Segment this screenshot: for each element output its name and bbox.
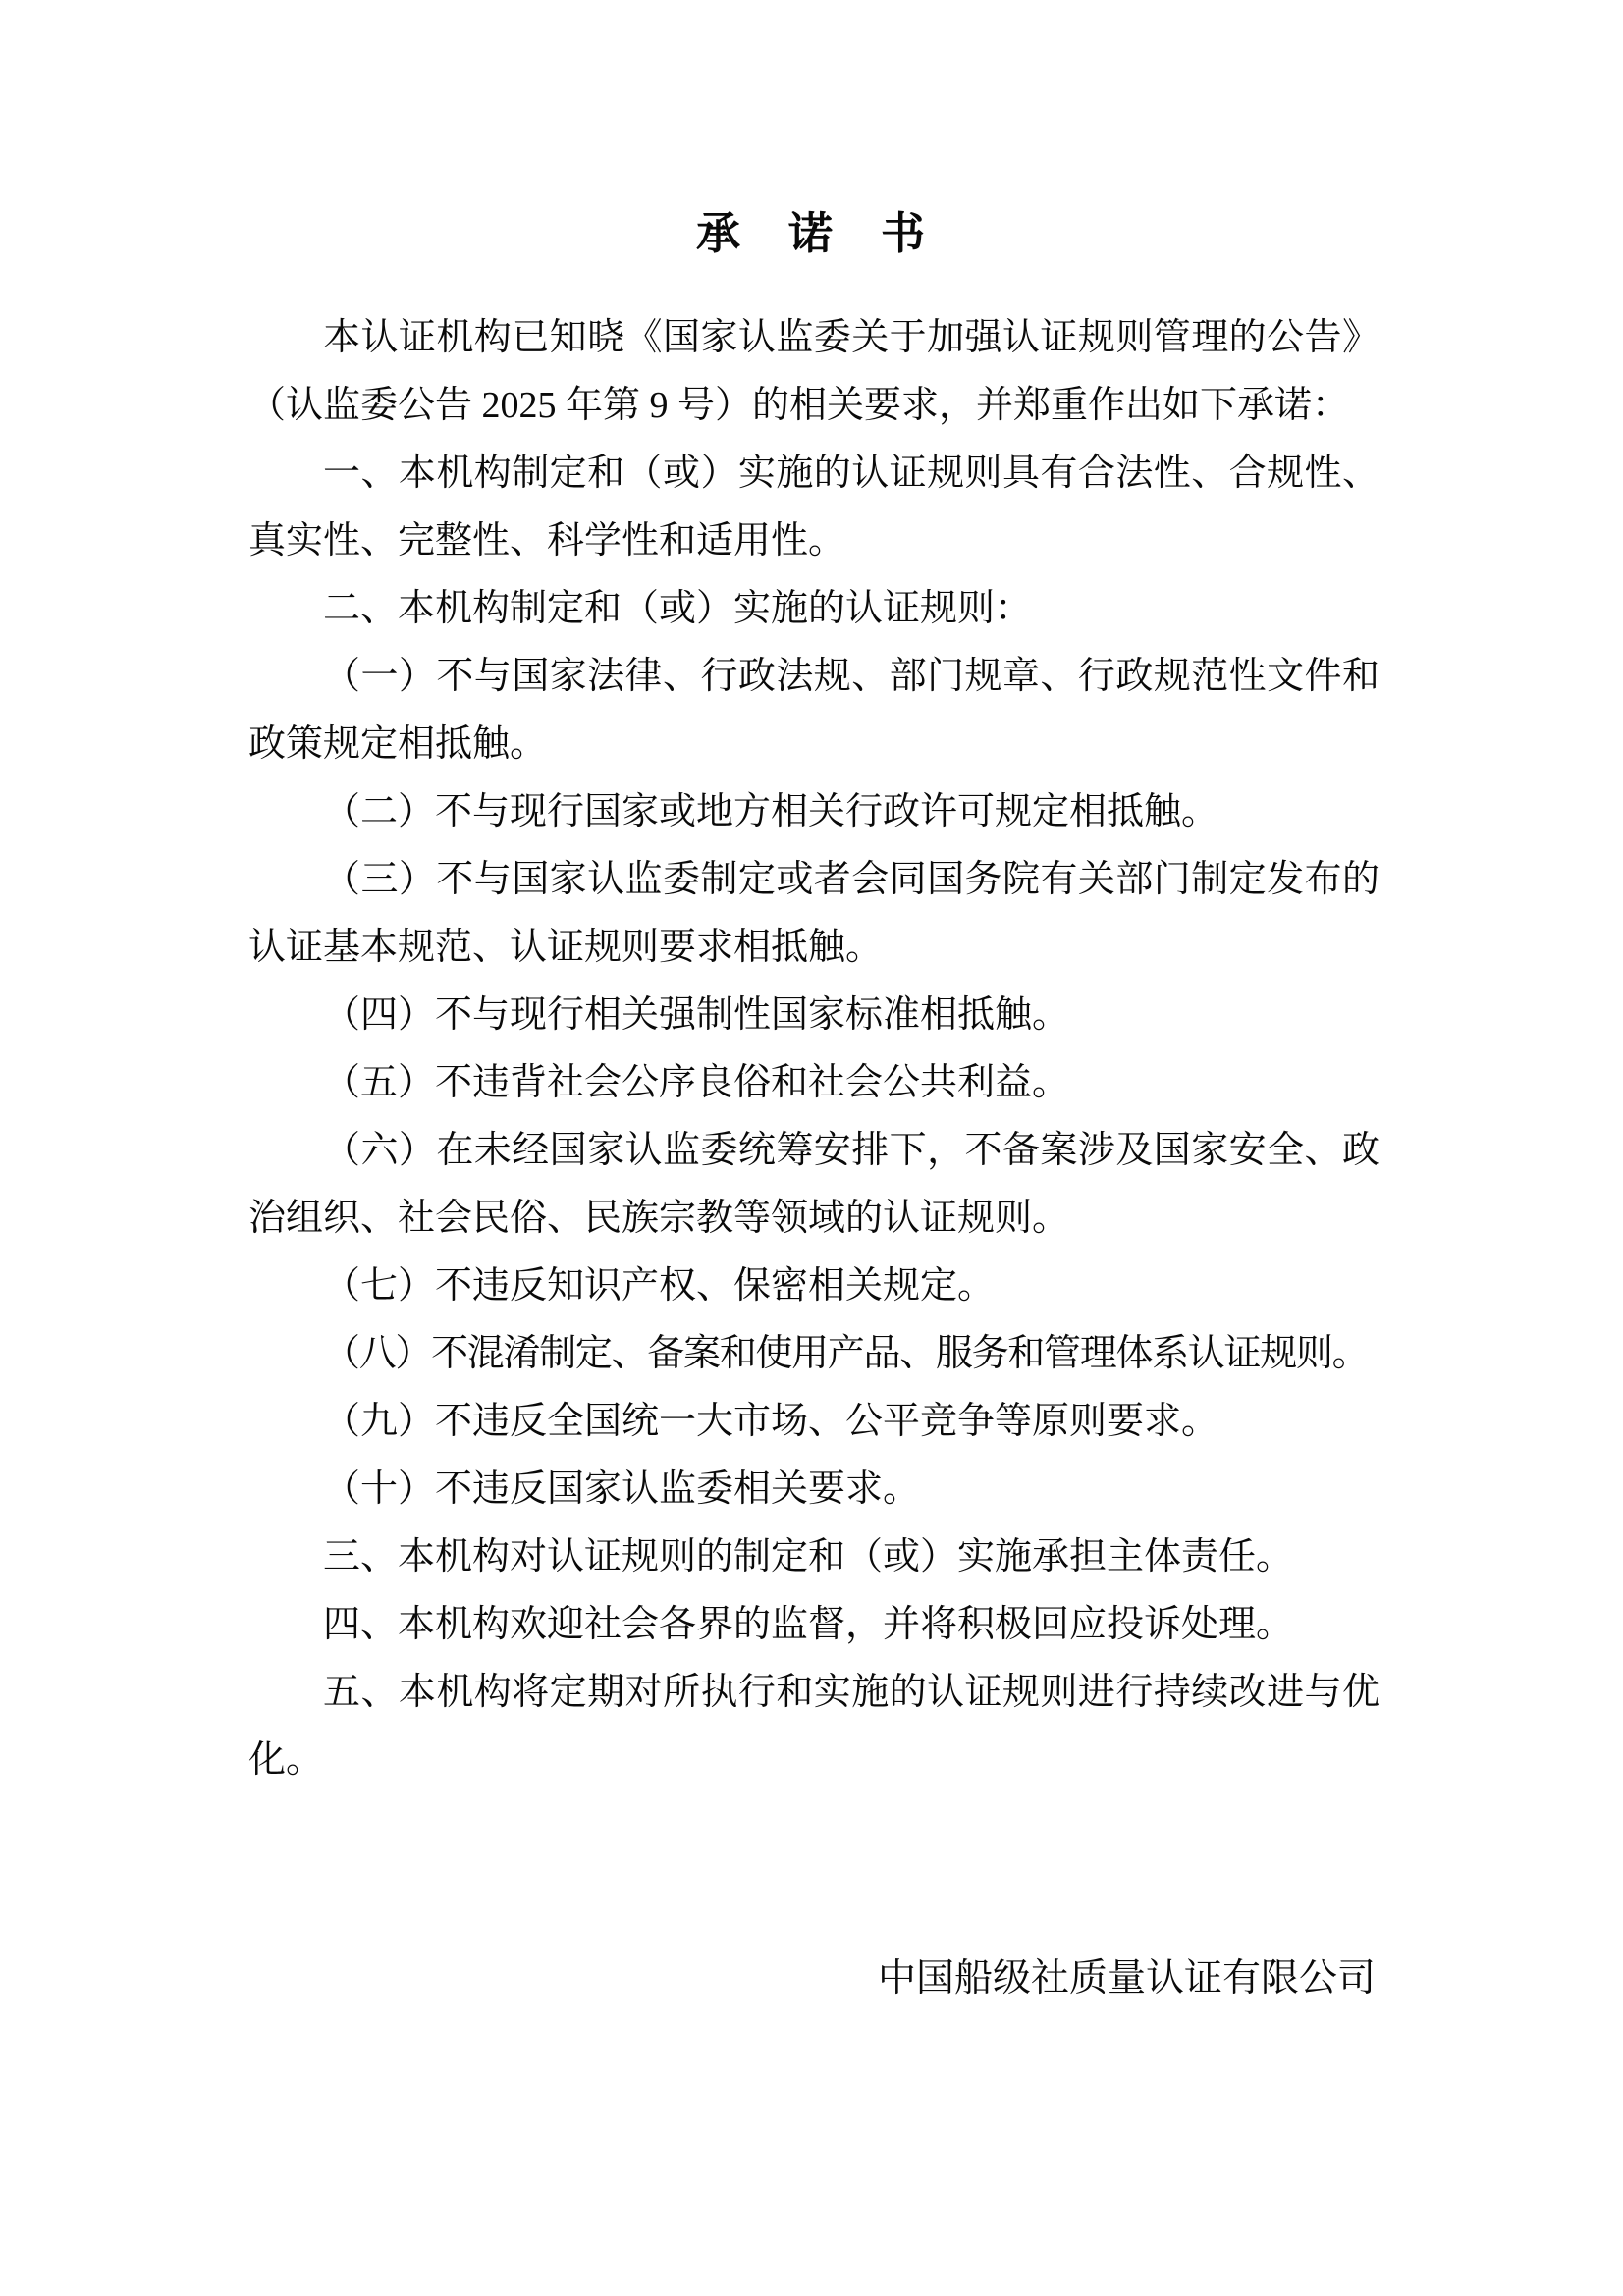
para-clause-2-item-10: （十）不违反国家认监委相关要求。 — [323, 1468, 921, 1510]
para-clause-2-item-6: （六）在未经国家认监委统筹安排下，不备案涉及国家安全、政治组织、社会民俗、民族宗教等领域的认证规则。 — [248, 1130, 1380, 1239]
signature-company-name: 中国船级社质量认证有限公司 — [877, 1957, 1376, 2000]
para-clause-2-item-9: （九）不违反全国统一大市场、公平竞争等原则要求。 — [323, 1401, 1219, 1442]
para-clause-2-item-8: （八）不混淆制定、备案和使用产品、服务和管理体系认证规则。 — [323, 1333, 1369, 1374]
document-title: 承 诺 书 — [695, 209, 927, 258]
para-clause-2-item-1: （一）不与国家法律、行政法规、部门规章、行政规范性文件和政策规定相抵触。 — [248, 656, 1380, 765]
para-clause-4: 四、本机构欢迎社会各界的监督，并将积极回应投诉处理。 — [323, 1604, 1294, 1645]
para-clause-1: 一、本机构制定和（或）实施的认证规则具有合法性、合规性、真实性、完整性、科学性和适用性。 — [248, 453, 1380, 561]
para-clause-5: 五、本机构将定期对所执行和实施的认证规则进行持续改进与优化。 — [248, 1672, 1380, 1781]
para-preamble: 本认证机构已知晓《国家认监委关于加强认证规则管理的公告》（认监委公告 2025 年第 9 号）的相关要求，并郑重作出如下承诺： — [248, 317, 1380, 426]
para-clause-2-item-7: （七）不违反知识产权、保密相关规定。 — [323, 1265, 996, 1307]
para-clause-2-item-3: （三）不与国家认监委制定或者会同国务院有关部门制定发布的认证基本规范、认证规则要求相抵触。 — [248, 859, 1380, 968]
para-clause-2-item-2: （二）不与现行国家或地方相关行政许可规定相抵触。 — [323, 791, 1219, 832]
document-body — [0, 304, 1623, 1794]
para-clause-2-item-5: （五）不违背社会公序良俗和社会公共利益。 — [323, 1062, 1070, 1103]
para-clause-2-item-4: （四）不与现行相关强制性国家标准相抵触。 — [323, 994, 1070, 1036]
para-clause-2: 二、本机构制定和（或）实施的认证规则： — [323, 588, 1033, 629]
para-clause-3: 三、本机构对认证规则的制定和（或）实施承担主体责任。 — [323, 1536, 1294, 1577]
